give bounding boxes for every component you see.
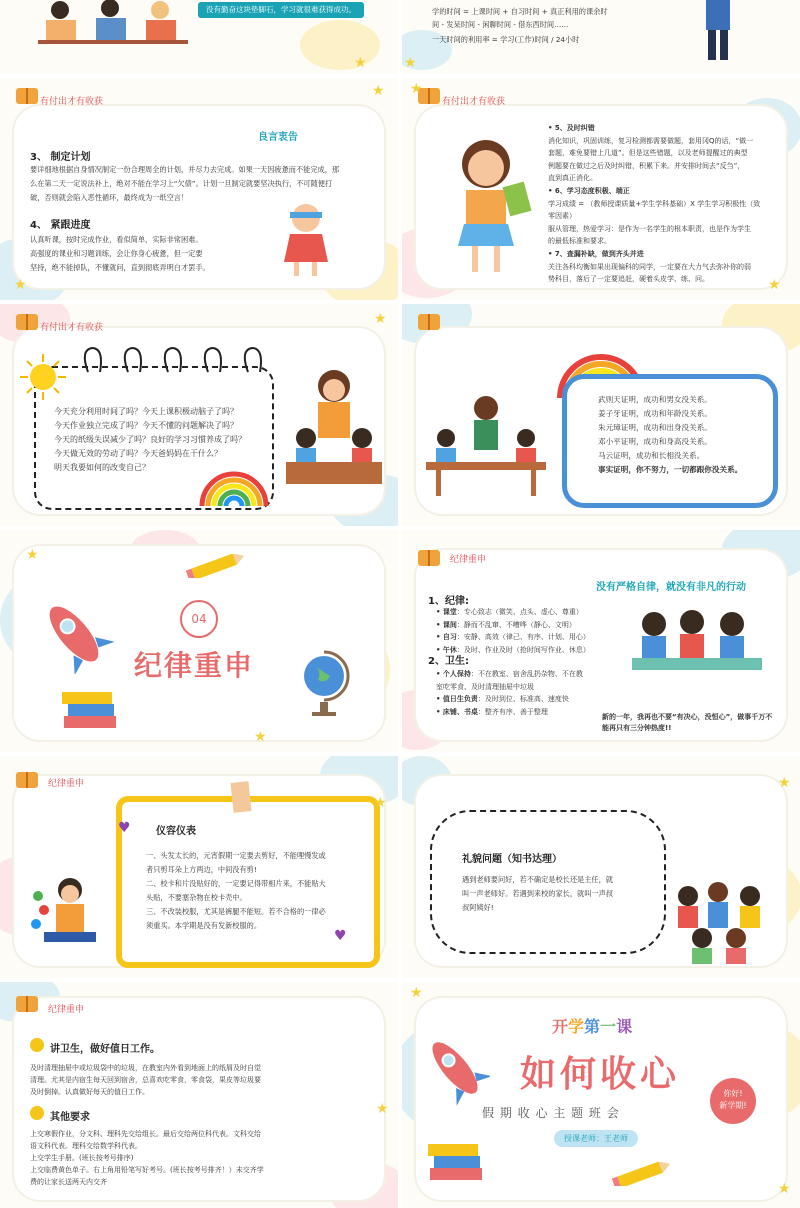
star-icon: ★ xyxy=(778,1181,791,1197)
rule-item xyxy=(436,619,576,631)
classroom-illustration xyxy=(426,390,546,500)
star-icon: ★ xyxy=(376,1101,389,1117)
rule-title: 仪容仪表 xyxy=(156,826,196,837)
rule-key: • 个人保持 xyxy=(436,670,471,678)
rule-key: • 值日生负责 xyxy=(436,695,478,703)
rule-item xyxy=(436,668,583,680)
proof-line: 姜子牙证明，成功和年龄没关系。 xyxy=(598,409,712,418)
schoolgirl-illustration xyxy=(442,134,542,284)
section-number: 04 xyxy=(191,612,207,626)
tip-line: 直到真正消化。 xyxy=(548,174,597,183)
section-title: 2、卫生: xyxy=(428,656,469,667)
course-tag: 开学第一课 xyxy=(552,1017,633,1036)
slide-2 xyxy=(402,0,800,74)
star-icon: ★ xyxy=(374,311,387,327)
requirement-line: 上交临费黄色单子。右上角用铅笔写好考号。(班长按考号排齐！）未交齐学 xyxy=(30,1166,264,1174)
bulb-icon xyxy=(30,1038,44,1052)
slide-header: 纪律重申 xyxy=(48,779,85,789)
rule-line: 须重买。本学期是没有发新校服的。 xyxy=(146,921,262,930)
teacher-label: 授课老师：王老师 xyxy=(554,1130,638,1147)
star-icon: ★ xyxy=(354,55,367,71)
slide-11 xyxy=(0,982,398,1208)
section-body: 破，否则就会陷入恶性循环，最终成为一纸空言！ xyxy=(30,193,189,202)
section-body: 高强度的课业和习题训练，会让你身心疲惫，但一定要 xyxy=(30,249,203,258)
slide-5 xyxy=(0,304,398,526)
heart-icon: ♥ xyxy=(118,820,131,836)
tip-line: 零因素） xyxy=(548,212,576,221)
requirement-line: 上交寒假作业，分文科、理科先交给组长。最后交给两位科代表。文科交给 xyxy=(30,1130,261,1138)
star-icon: ★ xyxy=(404,55,417,71)
boy-illustration xyxy=(30,876,110,966)
book-icon xyxy=(16,772,38,788)
students-desk-illustration xyxy=(632,606,772,686)
slide-4 xyxy=(402,78,800,300)
main-title: 如何收心 xyxy=(520,1054,681,1095)
slide-header: 有付出才有收获 xyxy=(40,323,104,333)
proof-line: 朱元璋证明，成功和出身没关系。 xyxy=(598,423,712,432)
rule-line: 二、校卡和片没贴好的，一定要记得带相片来，不能贴大 xyxy=(146,879,326,888)
greeting-line: 你好! xyxy=(723,1089,743,1098)
rule-line: 者只剪耳朵上方两边，中间没有剪! xyxy=(146,865,257,874)
slide-1 xyxy=(0,0,398,74)
rule-value: ：静而不乱窜、不嘈哗（静心、文明） xyxy=(456,620,576,629)
rainbow-icon xyxy=(198,468,270,508)
question-line: 今天充分利用时间了吗？今天上课积极动脑子了吗？ xyxy=(54,407,238,416)
slide-10 xyxy=(402,756,800,978)
requirement-line: 及时清理抽屉中或垃圾袋中的垃圾，在教室内外看到地面上的纸屑及时自觉 xyxy=(30,1064,261,1072)
quote-title: 良言衷告 xyxy=(258,132,298,143)
section-body: 坚持，绝不能掉队，不懂就问，直到彻底弄明白才罢手。 xyxy=(30,263,210,272)
kids-group-illustration xyxy=(670,876,780,966)
greeting-bubble xyxy=(710,1078,756,1124)
tip-line: 消化知识，巩固训练，复习检测都需要做题，套用冈Q的话，“做一 xyxy=(548,136,754,145)
pencil-icon xyxy=(186,554,246,578)
subtitle: 假 期 收 心 主 题 班 会 xyxy=(482,1106,620,1120)
rule-line: 一、头发太长的，元宵假期一定要去剪好，不能哩慢发或 xyxy=(146,851,326,860)
greeting-line: 新学期! xyxy=(719,1101,747,1110)
slide-12 xyxy=(402,982,800,1208)
banner-text: 没有勤奋这块垫脚石，学习就很难获得成功。 xyxy=(198,2,364,18)
tip-line: 服从管理，热爱学习：是作为一名学生的根本职责，也是作为学生 xyxy=(548,224,751,233)
slogan: 没有严格自律，就没有非凡的行动 xyxy=(596,582,746,593)
tip-heading: • 7、查漏补缺，做到齐头并进 xyxy=(548,250,644,258)
rule-value: ：及时到位、标准高、速度快 xyxy=(477,695,569,703)
book-icon xyxy=(418,314,440,330)
requirement-line: 及时倒掉。认真做好每天的值日工作。 xyxy=(30,1088,149,1096)
rule-item xyxy=(436,644,590,656)
book-icon xyxy=(16,314,38,330)
section-title: 4、 紧跟进度 xyxy=(30,220,91,231)
rule-line: 三、不改装校服，尤其是裤腿不能短。若不合格的一律必 xyxy=(146,907,326,916)
requirement-title: 其他要求 xyxy=(50,1112,90,1123)
rule-line: 头贴，不要塞杂物在校卡壳中。 xyxy=(146,893,247,902)
formula-line: 一天时间的利用率 = 学习(工作)时间 / 24小时 xyxy=(432,35,580,44)
book-icon xyxy=(16,88,38,104)
question-line: 今天的纸级失误减少了吗？良好的学习习惯养成了吗？ xyxy=(54,435,246,444)
tip-line: 关注各科均衡如果出现偏科的同学，一定要在大力气去弥补你的弱 xyxy=(548,262,751,271)
rule-value: ：整齐有序、善于整理 xyxy=(477,707,548,716)
tip-line: 例题要在做过之后及时纠错，积累下来。并安排时间去“反刍”， xyxy=(548,161,745,170)
bubble-line: 叔阿姨好! xyxy=(462,903,494,912)
proof-line: 武则天证明，成功和男女没关系。 xyxy=(598,395,712,404)
section-number-badge xyxy=(180,600,218,638)
students-illustration xyxy=(38,0,198,48)
tip-heading: • 6、学习态度积极、端正 xyxy=(548,187,630,195)
section-body: 要详细地根据自身情况制定一份合理周全的计划，并尽力去完成。如果一天因疲惫而不能完成，那 xyxy=(30,165,340,174)
globe-icon xyxy=(300,650,350,720)
tip-line: 套题，难免要错上几道”。但是这些错题，以及老师提醒过的典型 xyxy=(548,149,748,158)
rule-key: • 课间 xyxy=(436,620,457,629)
rule-value: 室吃零食、及时清理抽屉中垃圾 xyxy=(436,682,534,691)
rule-key: • 课堂 xyxy=(436,608,457,616)
star-icon: ★ xyxy=(26,547,39,563)
star-icon: ★ xyxy=(778,775,791,791)
slide-7 xyxy=(0,530,398,752)
pencil-icon xyxy=(612,1162,672,1186)
rule-value: ：不在教室、宿舍乱扔杂物、不在教 xyxy=(470,670,583,678)
proof-conclusion: 事实证明，你不努力，一切都跟你没关系。 xyxy=(598,465,743,474)
question-line: 今天做无效的劳动了吗？今天爸妈妈在干什么？ xyxy=(54,449,222,458)
star-icon: ★ xyxy=(374,795,387,811)
heart-icon: ♥ xyxy=(334,928,347,944)
slide-header: 纪律重申 xyxy=(48,1005,85,1015)
requirement-line: 清理。尤其是内宿生每天回到宿舍，总喜欢吃零食，零食袋，果皮等垃圾要 xyxy=(30,1076,261,1084)
books-icon xyxy=(426,1132,486,1192)
girl-illustration xyxy=(276,200,346,280)
sun-icon xyxy=(20,354,66,400)
rule-key: • 午休 xyxy=(436,645,457,654)
slide-header: 有付出才有收获 xyxy=(442,97,506,107)
section-title: 3、 制定计划 xyxy=(30,152,91,163)
bubble-title: 礼貌问题（知书达理） xyxy=(462,854,562,865)
tip-line: 学习成绩 = （教师授课质量+学生学科基础）X 学生学习积极性（致 xyxy=(548,199,761,208)
slide-header: 有付出才有收获 xyxy=(40,97,104,107)
slide-6 xyxy=(402,304,800,526)
requirement-line: 费的让家长送两天内交齐 xyxy=(30,1178,107,1186)
section-body: 么在第二天一定说法补上，绝对不能在学习上“欠债”。计划一旦制定就要坚决执行，不可随便打 xyxy=(30,179,333,188)
teacher-illustration xyxy=(700,0,740,66)
star-icon: ★ xyxy=(768,277,781,293)
bubble-line: 叫一声老师好。若遇到来校的家长，就叫一声叔 xyxy=(462,889,613,898)
rule-item xyxy=(436,681,534,693)
section-title: 1、纪律: xyxy=(428,596,469,607)
tip-line: 的最低标准和要求。 xyxy=(548,237,611,246)
rule-value: ：安静、高效（律己、有序、计划、用心） xyxy=(456,633,590,641)
question-line: 今天作业独立完成了吗？今天不懂的问题解决了吗？ xyxy=(54,421,238,430)
rule-item xyxy=(436,693,569,705)
notebook-rings xyxy=(80,344,280,374)
proof-line: 邓小平证明，成功和身高没关系。 xyxy=(598,437,712,446)
formula-line: 学的时间 = 上课时间 + 自习时间 + 真正利用的课余时 xyxy=(432,7,608,16)
proof-line: 马云证明，成功和长相没关系。 xyxy=(598,451,705,460)
rule-item xyxy=(436,606,583,618)
rule-key: • 自习 xyxy=(436,633,457,641)
rule-value: ：及时、作业及时（抢时间写作业、休息） xyxy=(456,645,590,654)
formula-line: 间 - 发呆时间 - 闲聊时间 - 借东西时间…… xyxy=(432,20,569,29)
slide-header: 纪律重申 xyxy=(450,555,487,565)
slide-9 xyxy=(0,756,398,978)
rule-item xyxy=(436,631,590,643)
slide-8 xyxy=(402,530,800,752)
requirement-title: 讲卫生，做好值日工作。 xyxy=(50,1044,160,1055)
star-icon: ★ xyxy=(410,81,423,97)
footer-note: 新的一年，我再也不要“有决心，没恒心”，做事千万不能再只有三分钟热度!! xyxy=(602,713,773,732)
rocket-icon xyxy=(34,594,114,674)
star-icon: ★ xyxy=(254,729,267,745)
star-icon: ★ xyxy=(14,277,27,293)
rocket-icon xyxy=(420,1028,490,1108)
bulb-icon xyxy=(30,1106,44,1120)
teacher-kids-illustration xyxy=(284,366,384,486)
books-icon xyxy=(60,680,120,740)
star-icon: ★ xyxy=(410,985,423,1001)
book-icon xyxy=(418,550,440,566)
question-line: 明天我要如何的改变自己？ xyxy=(54,463,150,472)
rule-key: • 床铺、书桌 xyxy=(436,707,478,716)
book-icon xyxy=(16,996,38,1012)
slide-3 xyxy=(0,78,398,300)
bubble-line: 遇到老师要问好，若不确定是校长还是主任，就 xyxy=(462,875,613,884)
requirement-line: 上交学生手册。(班长按考号排序) xyxy=(30,1154,134,1162)
star-icon: ★ xyxy=(372,83,385,99)
rule-item xyxy=(436,706,548,718)
tip-heading: • 5、及时纠错 xyxy=(548,124,595,132)
tip-line: 势科目，落后了一定要追赶，硬着头皮学、练、问。 xyxy=(548,275,709,284)
requirement-line: 语文科代表。理科交给数学科代表。 xyxy=(30,1142,142,1150)
section-title: 纪律重申 xyxy=(134,649,255,682)
section-body: 认真听课，按时完成作业，看似简单，实际非常困难。 xyxy=(30,235,203,244)
rule-value: ：专心致志（微笑、点头、虚心、尊重） xyxy=(456,608,583,616)
tape-icon xyxy=(230,781,251,813)
